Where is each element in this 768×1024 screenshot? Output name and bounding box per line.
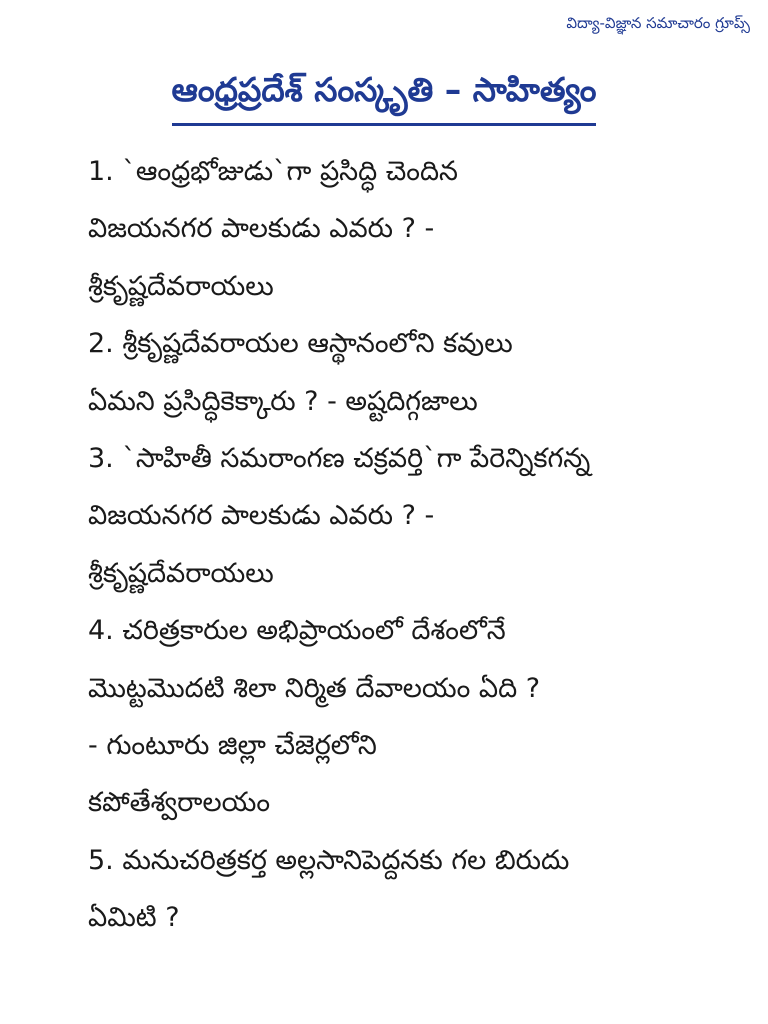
text-line: శ్రీకృష్ణదేవరాయలు [88,270,274,302]
text-line: మొట్టమొదటి శిలా నిర్మిత దేవాలయం ఏది ? [88,672,541,704]
text-line: కపోతేశ్వరాలయం [88,787,271,819]
text-line: ఏమిటి ? [88,902,180,934]
text-line: ఏమని ప్రసిద్ధికెక్కారు ? - అష్టదిగ్గజాలు [88,385,478,417]
title-container [0,70,768,126]
text-line: శ్రీకృష్ణదేవరాయలు [88,557,274,589]
text-line: 2. శ్రీకృష్ణదేవరాయల ఆస్థానంలోని కవులు [88,328,513,360]
text-line: విజయనగర పాలకుడు ఎవరు ? - [88,213,435,245]
text-line: 3. `సాహితీ సమరాంగణ చక్రవర్తి`గా పేరెన్నికగన్న [88,442,591,474]
text-line: 1. `ఆంధ్రభోజుడు`గా ప్రసిద్ధి చెందిన [88,156,458,187]
header-tag: విద్యా-విజ్ఞాన సమాచారం గ్రూప్స్ [566,14,750,32]
text-line: - గుంటూరు జిల్లా చేజెర్లలోని [88,729,377,761]
text-line: 5. మనుచరిత్రకర్త అల్లసానిపెద్దనకు గల బిరుదు [88,844,570,876]
text-line: విజయనగర పాలకుడు ఎవరు ? - [88,500,435,532]
text-line: 4. చరిత్రకారుల అభిప్రాయంలో దేశంలోనే [88,615,506,647]
question-list [88,150,738,953]
page-title: ఆంధ్రప్రదేశ్ సంస్కృతి – సాహిత్యం [172,70,597,126]
